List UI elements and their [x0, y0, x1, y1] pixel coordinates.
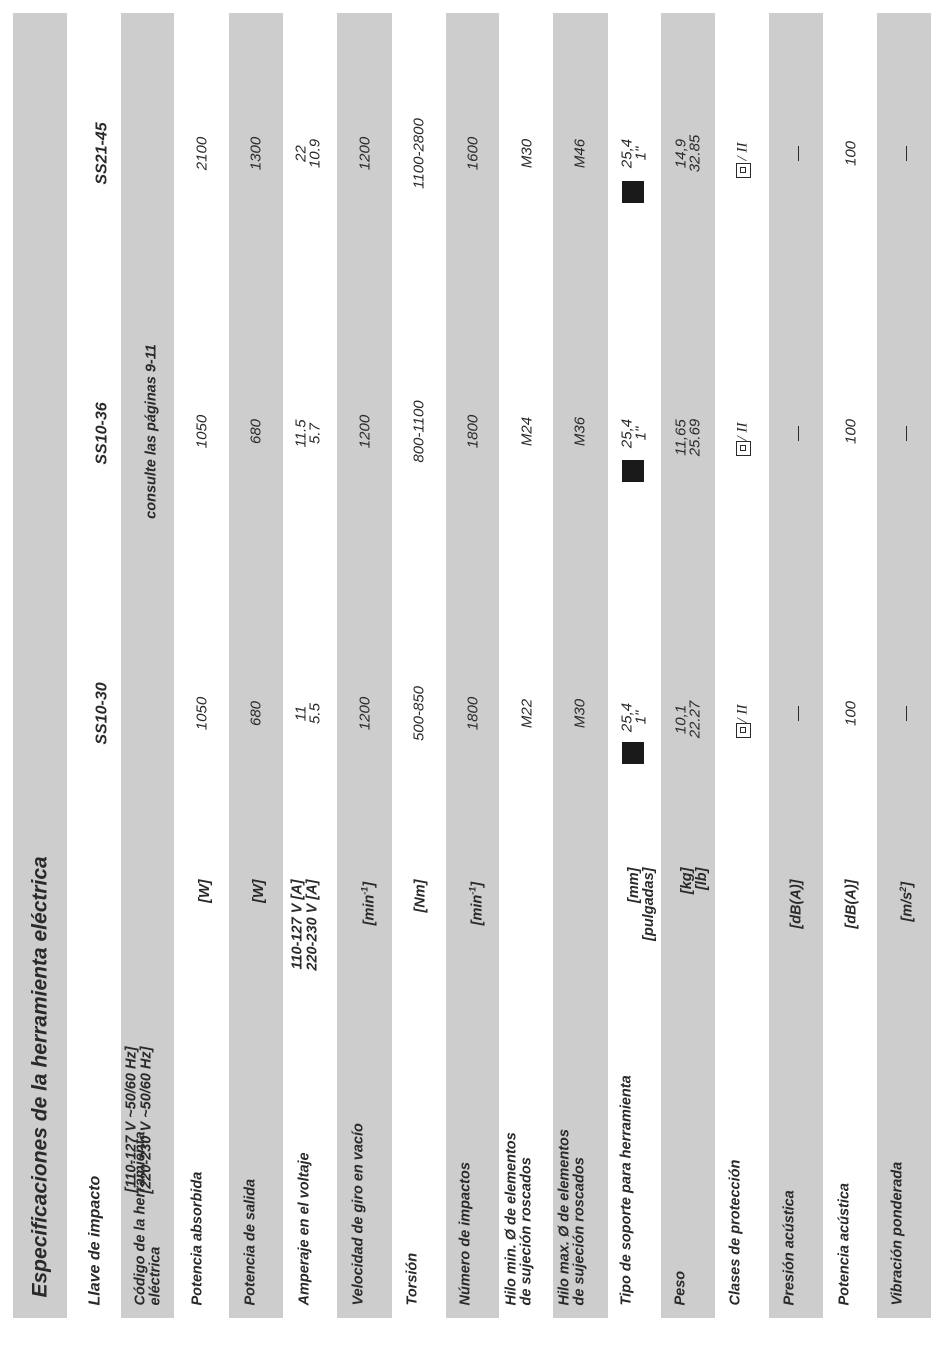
unit-torsion: [Nm] [412, 879, 429, 913]
value-hilo-max-ss10-30: M30 [571, 698, 589, 729]
row-label-potencia-salida: Potencia de salida [242, 1178, 259, 1306]
value-velocidad-ss10-30: 1200 [356, 696, 374, 731]
square-drive-icon [622, 181, 644, 203]
value-amperaje-ss10-36-b: 5.7 [306, 423, 324, 444]
row-label-impactos: Número de impactos [457, 1162, 474, 1306]
header-label: Llave de impacto [86, 1175, 104, 1306]
value-presion-ss10-36: — [789, 426, 807, 441]
value-hilo-min-ss10-36: M24 [518, 416, 536, 447]
unit-vibracion: $[m/s^2]$ [898, 881, 916, 922]
value-peso-ss10-36-b: 25.69 [686, 418, 704, 457]
value-potencia-absorbida-ss21-45: 2100 [193, 136, 211, 171]
band-vibracion [877, 13, 931, 1318]
unit-codigo-2: [220-230 V ~50/60 Hz] [138, 1046, 155, 1194]
model-ss10-36: SS10-36 [93, 402, 111, 465]
row-label-torsion: Torsión [404, 1252, 421, 1306]
row-label-presion: Presión acústica [781, 1190, 798, 1306]
band-impactos [446, 13, 499, 1318]
page-title: Especificaciones de la herramienta eléctrica [28, 856, 52, 1298]
unit-potencia-salida: [W] [250, 879, 267, 903]
value-hilo-max-ss10-36: M36 [571, 416, 589, 447]
unit-potencia-acustica: [dB(A)] [843, 879, 860, 929]
value-vibracion-ss10-30: — [897, 706, 915, 721]
unit-presion: [dB(A)] [788, 879, 805, 929]
value-torsion-ss10-30: 500-850 [410, 685, 428, 742]
value-vibracion-ss10-36: — [897, 426, 915, 441]
value-hilo-max-ss21-45: M46 [571, 138, 589, 169]
value-vibracion-ss21-45: — [897, 146, 915, 161]
value-soporte-ss10-36-b: 1" [632, 426, 650, 441]
unit-amperaje-2: 220-230 V [A] [304, 879, 321, 971]
value-proteccion-ss21-45: / II [734, 142, 751, 161]
row-label-hilo-min-2: de sujeción roscados [518, 1157, 535, 1306]
row-label-potencia-acustica: Potencia acústica [836, 1183, 853, 1306]
value-soporte-ss10-30-a: 25,4 [618, 702, 636, 733]
value-peso-ss21-45-a: 14,9 [672, 138, 690, 169]
value-peso-ss21-45-b: 32.85 [686, 134, 704, 173]
value-potencia-salida-ss10-30: 680 [247, 700, 265, 727]
value-potencia-absorbida-ss10-36: 1050 [193, 414, 211, 449]
value-hilo-min-ss21-45: M30 [518, 138, 536, 169]
value-potencia-absorbida-ss10-30: 1050 [193, 696, 211, 731]
value-torsion-ss10-36: 800-1100 [410, 400, 428, 463]
unit-peso-2: [lb] [694, 867, 711, 891]
row-label-soporte: Tipo de soporte para herramienta [618, 1075, 635, 1306]
value-soporte-ss21-45-a: 25,4 [618, 138, 636, 169]
band-hilo-max [553, 13, 608, 1318]
unit-potencia-absorbida: [W] [196, 879, 213, 903]
value-hilo-min-ss10-30: M22 [518, 698, 536, 729]
value-proteccion-ss10-30: / II [734, 704, 751, 723]
value-amperaje-ss10-30-b: 5.5 [306, 703, 324, 724]
value-potencia-acustica-ss10-30: 100 [842, 700, 860, 727]
value-soporte-ss21-45-b: 1" [632, 146, 650, 161]
value-impactos-ss10-30: 1800 [464, 696, 482, 731]
value-amperaje-ss10-36-a: 11.5 [292, 419, 310, 448]
unit-soporte-2: [pulgadas] [640, 867, 657, 941]
value-impactos-ss21-45: 1600 [464, 136, 482, 171]
unit-codigo-1: [110-127 V ~50/60 Hz] [123, 1046, 140, 1193]
row-label-codigo-1: Código de la herramienta [132, 1131, 149, 1306]
row-label-codigo-2: eléctrica [147, 1246, 164, 1306]
band-potencia-salida [229, 13, 283, 1318]
value-peso-ss10-30-b: 22.27 [686, 700, 704, 739]
value-peso-ss10-30-a: 10,1 [672, 704, 690, 735]
row-label-peso: Peso [672, 1270, 689, 1306]
row-label-potencia-absorbida: Potencia absorbida [189, 1171, 206, 1306]
unit-soporte-1: [mm] [625, 867, 642, 903]
value-velocidad-ss21-45: 1200 [356, 136, 374, 171]
row-label-velocidad: Velocidad de giro en vacío [350, 1123, 367, 1306]
band-peso [661, 13, 715, 1318]
row-label-proteccion: Clases de protección [727, 1159, 744, 1306]
codigo-note: consulte las páginas 9-11 [143, 344, 160, 519]
value-potencia-salida-ss21-45: 1300 [247, 136, 265, 171]
model-ss21-45: SS21-45 [93, 122, 111, 185]
unit-impactos: $[\min^{-1}]$ [467, 881, 485, 926]
value-potencia-salida-ss10-36: 680 [247, 418, 265, 445]
value-presion-ss21-45: — [789, 146, 807, 161]
value-impactos-ss10-36: 1800 [464, 414, 482, 449]
model-ss10-30: SS10-30 [93, 682, 111, 745]
unit-peso-1: [kg] [679, 867, 696, 895]
row-label-hilo-min-1: Hilo min. Ø de elementos [503, 1132, 520, 1306]
value-proteccion-ss10-36: / II [734, 422, 751, 441]
value-potencia-acustica-ss21-45: 100 [842, 140, 860, 167]
row-label-amperaje: Amperaje en el voltaje [296, 1152, 313, 1306]
value-peso-ss10-36-a: 11,65 [672, 419, 690, 456]
row-label-hilo-max-1: Hilo max. Ø de elementos [556, 1129, 573, 1306]
value-potencia-acustica-ss10-36: 100 [842, 418, 860, 445]
row-label-hilo-max-2: de sujeción roscados [571, 1157, 588, 1306]
value-presion-ss10-30: — [789, 706, 807, 721]
value-soporte-ss10-36-a: 25,4 [618, 418, 636, 449]
value-soporte-ss10-30-b: 1" [632, 710, 650, 725]
unit-velocidad: $[\min^{-1}]$ [359, 881, 377, 926]
unit-amperaje-1: 110-127 V [A] [289, 879, 306, 970]
value-amperaje-ss21-45-b: 10.9 [306, 138, 324, 169]
value-amperaje-ss21-45-a: 22 [292, 145, 310, 162]
band-presion [769, 13, 823, 1318]
value-amperaje-ss10-30-a: 11 [292, 705, 310, 722]
value-torsion-ss21-45: 1100-2800 [410, 118, 428, 189]
value-velocidad-ss10-36: 1200 [356, 414, 374, 449]
row-label-vibracion: Vibración ponderada [889, 1161, 906, 1306]
